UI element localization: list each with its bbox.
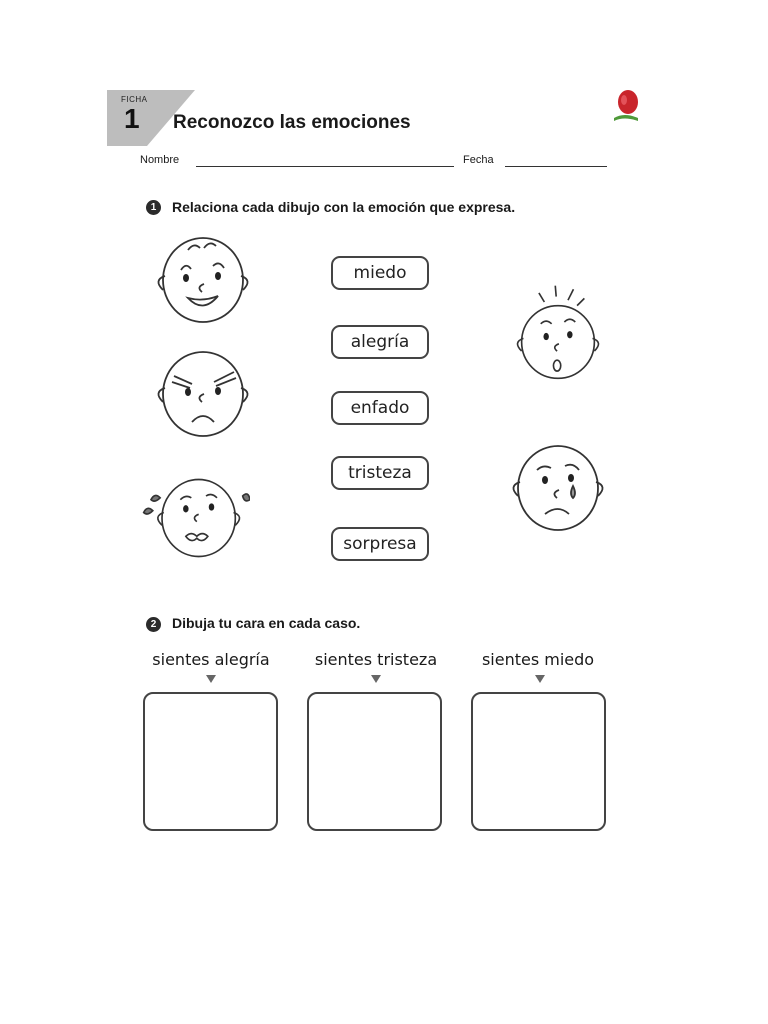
name-field[interactable]: [196, 166, 454, 167]
word-box-miedo[interactable]: miedo: [331, 256, 429, 290]
arrow-down-icon: [371, 675, 381, 683]
section-1-instruction: Relaciona cada dibujo con la emoción que expresa.: [172, 199, 516, 215]
apple-icon: [612, 88, 638, 124]
section-2-instruction: Dibuja tu cara en cada caso.: [172, 615, 361, 631]
ficha-number: 1: [124, 103, 140, 134]
case-label-miedo: sientes miedo: [481, 650, 595, 669]
word-box-alegria[interactable]: alegría: [331, 325, 429, 359]
section-1-number: 1: [146, 200, 161, 215]
date-label: Fecha: [463, 154, 494, 166]
sad-face-icon: [503, 438, 613, 538]
name-label: Nombre: [140, 154, 180, 166]
case-label-tristeza: sientes tristeza: [314, 650, 438, 669]
arrow-down-icon: [535, 675, 545, 683]
happy-face-icon: [148, 232, 258, 332]
case-label-alegria: sientes alegría: [152, 650, 270, 669]
word-box-tristeza[interactable]: tristeza: [331, 456, 429, 490]
arrow-down-icon: [206, 675, 216, 683]
date-field[interactable]: [505, 166, 607, 167]
drawing-box-tristeza[interactable]: [307, 692, 442, 831]
surprise-face-icon: [503, 282, 613, 382]
page-title: Reconozco las emociones: [173, 112, 411, 133]
drawing-box-miedo[interactable]: [471, 692, 606, 831]
word-box-sorpresa[interactable]: sorpresa: [331, 527, 429, 561]
word-box-enfado[interactable]: enfado: [331, 391, 429, 425]
angry-face-icon: [148, 344, 258, 444]
section-2-number: 2: [146, 617, 161, 632]
ficha-label: FICHA: [121, 95, 148, 104]
fear-face-icon: [140, 468, 250, 568]
drawing-box-alegria[interactable]: [143, 692, 278, 831]
